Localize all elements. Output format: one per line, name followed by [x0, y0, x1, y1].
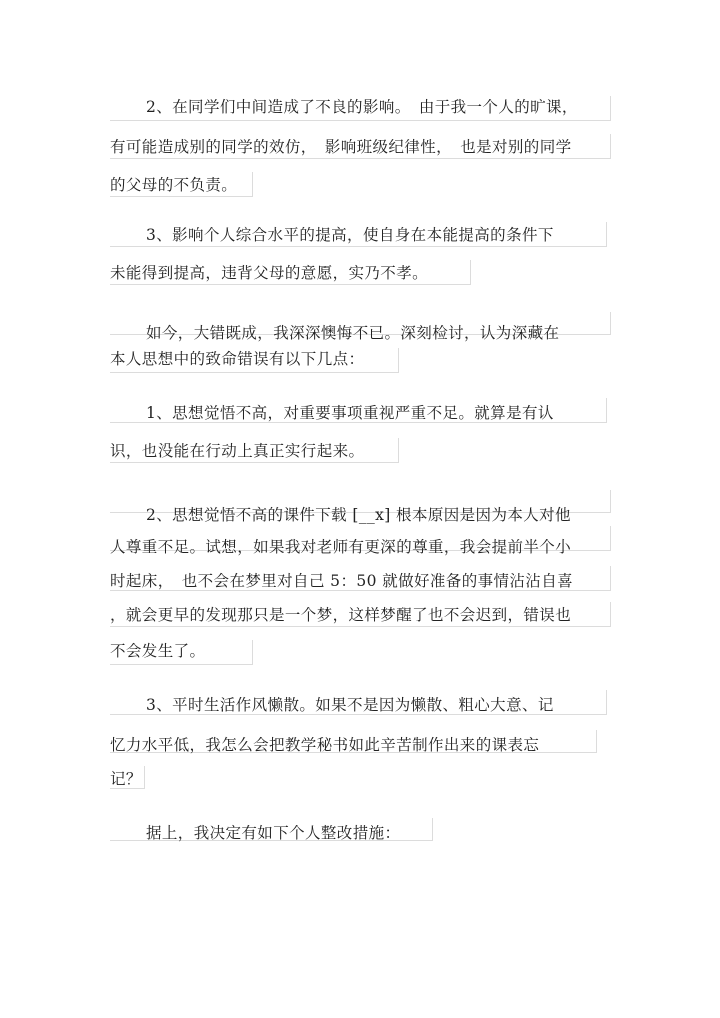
text-line: 2、在同学们中间造成了不良的影响。 由于我一个人的旷课， [146, 98, 578, 116]
text-line: 记？ [110, 770, 142, 788]
text-line: 1、思想觉悟不高，对重要事项重视严重不足。就算是有认 [146, 404, 554, 422]
text-line: ，就会更早的发现那只是一个梦，这样梦醒了也不会迟到，错误也 [110, 606, 572, 624]
text-line: 据上，我决定有如下个人整改措施： [146, 824, 401, 842]
text-line: 3、平时生活作风懒散。如果不是因为懒散、粗心大意、记 [146, 696, 554, 714]
text-line: 有可能造成别的同学的效仿， 影响班级纪律性， 也是对别的同学 [110, 138, 572, 156]
text-line: 不会发生了。 [110, 642, 206, 660]
text-line: 的父母的不负责。 [110, 176, 238, 194]
text-line: 本人思想中的致命错误有以下几点： [110, 350, 365, 368]
text-line: 时起床， 也不会在梦里对自己 5：50 就做好准备的事情沾沾自喜 [110, 572, 573, 590]
text-line: 2、思想觉悟不高的课件下载 [__x] 根本原因是因为本人对他 [146, 506, 571, 524]
text-line: 忆力水平低，我怎么会把教学秘书如此辛苦制作出来的课表忘 [110, 736, 540, 754]
text-line: 识，也没能在行动上真正实行起来。 [110, 442, 365, 460]
text-line: 3、影响个人综合水平的提高，使自身在本能提高的条件下 [146, 226, 554, 244]
text-line: 人尊重不足。试想，如果我对老师有更深的尊重，我会提前半个小 [110, 538, 572, 556]
text-line: 如今，大错既成，我深深懊悔不已。深刻检讨，认为深藏在 [146, 324, 560, 342]
text-line: 未能得到提高，违背父母的意愿，实乃不孝。 [110, 264, 429, 282]
